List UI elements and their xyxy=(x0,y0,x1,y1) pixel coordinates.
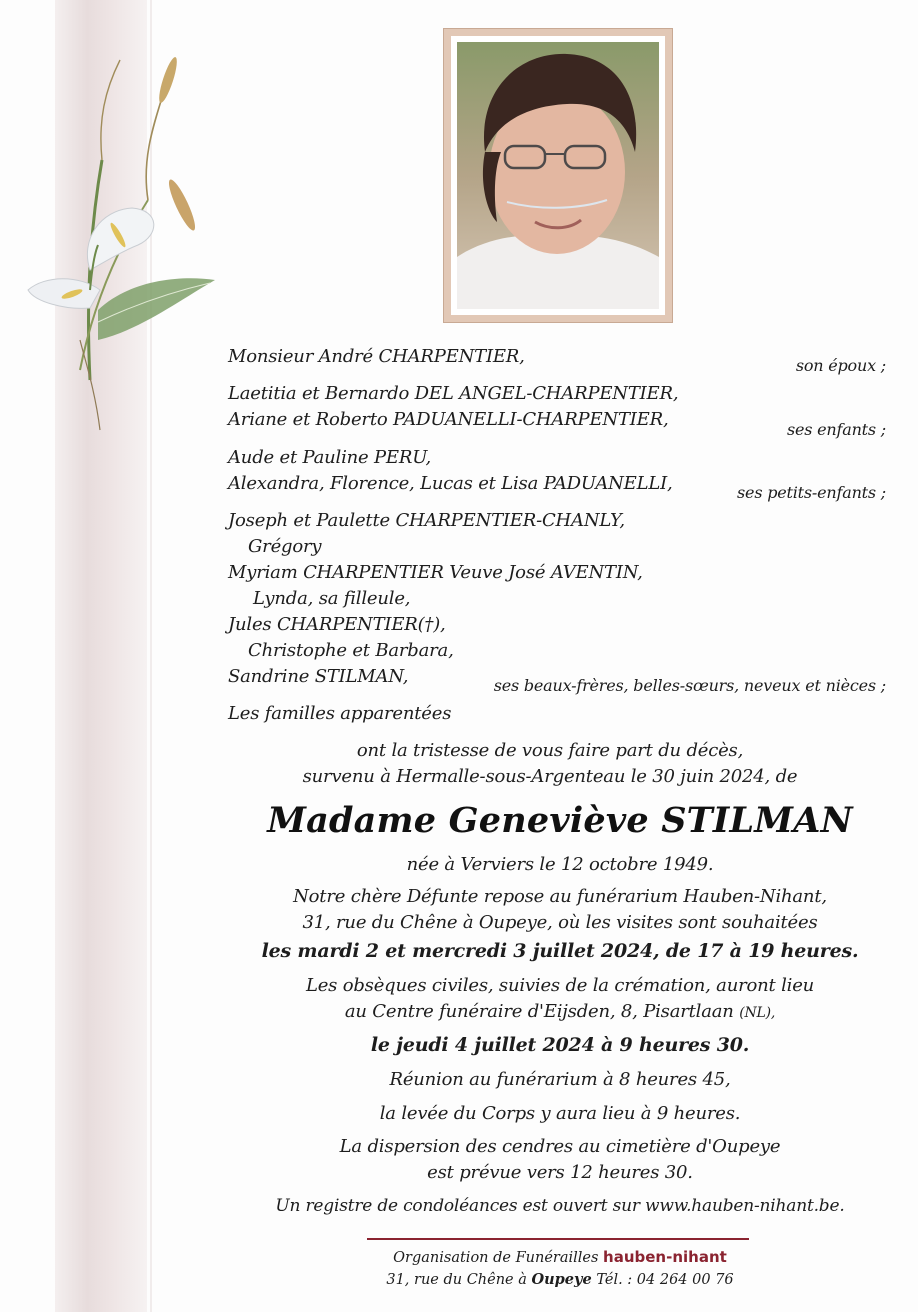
rest-info: 31, rue du Chêne à Oupeye, où les visites sont souhaitées xyxy=(302,912,818,933)
deceased-name: Madame Geneviève STILMAN xyxy=(267,800,853,841)
family-line: Aude et Pauline PERU, xyxy=(228,447,432,468)
footer-organisation xyxy=(290,1248,830,1266)
calla-lily-wheat-icon xyxy=(20,40,220,450)
family-line: Les familles apparentées xyxy=(228,703,452,724)
family-line: Lynda, sa filleule, xyxy=(253,588,411,609)
portrait-frame xyxy=(443,28,673,323)
footer-divider xyxy=(367,1238,749,1240)
address-text: 31, rue du Chêne à xyxy=(386,1272,527,1288)
family-line: Jules CHARPENTIER(†), xyxy=(228,614,446,635)
family-line: Alexandra, Florence, Lucas et Lisa PADUANELLI, xyxy=(228,473,673,494)
ashes-info: est prévue vers 12 heures 30. xyxy=(427,1162,693,1183)
relation-label: ses petits-enfants ; xyxy=(737,483,886,502)
family-line: Grégory xyxy=(248,536,322,557)
family-line: Myriam CHARPENTIER Veuve José AVENTIN, xyxy=(228,562,643,583)
footer-address xyxy=(290,1271,830,1288)
family-line: Christophe et Barbara, xyxy=(248,640,454,661)
brand-logo: hauben-nihant xyxy=(603,1248,727,1266)
levee-info: la levée du Corps y aura lieu à 9 heures. xyxy=(379,1103,741,1124)
phone-text: Tél. : 04 264 00 76 xyxy=(596,1272,734,1288)
meeting-info: Réunion au funérarium à 8 heures 45, xyxy=(389,1069,731,1090)
funeral-info: Les obsèques civiles, suivies de la crémation, auront lieu xyxy=(305,975,815,996)
funeral-location-text: au Centre funéraire d'Eijsden, 8, Pisartlaan xyxy=(344,1001,734,1022)
birth-info: née à Verviers le 12 octobre 1949. xyxy=(406,854,714,875)
rest-info: Notre chère Défunte repose au funérarium Hauben-Nihant, xyxy=(293,886,827,907)
portrait-photo xyxy=(457,42,659,309)
family-line: Ariane et Roberto PADUANELLI-CHARPENTIER, xyxy=(228,409,669,430)
family-line: Joseph et Paulette CHARPENTIER-CHANLY, xyxy=(228,510,625,531)
visit-dates: les mardi 2 et mercredi 3 juillet 2024, de 17 à 19 heures. xyxy=(261,940,859,962)
country-code: (NL), xyxy=(739,1005,776,1021)
announcement-line: survenu à Hermalle-sous-Argenteau le 30 juin 2024, de xyxy=(302,766,798,787)
funeral-date: le jeudi 4 juillet 2024 à 9 heures 30. xyxy=(370,1034,750,1056)
family-line: Laetitia et Bernardo DEL ANGEL-CHARPENTIER, xyxy=(228,383,679,404)
relation-label: ses enfants ; xyxy=(786,420,886,439)
org-label: Organisation de Funérailles xyxy=(393,1250,599,1266)
announcement-line: ont la tristesse de vous faire part du décès, xyxy=(356,740,744,761)
relation-label: ses beaux-frères, belles-sœurs, neveux et nièces ; xyxy=(493,676,886,695)
funeral-location xyxy=(230,1001,890,1022)
city-name: Oupeye xyxy=(531,1271,592,1288)
condolence-register: Un registre de condoléances est ouvert sur www.hauben-nihant.be. xyxy=(275,1196,845,1216)
family-line: Sandrine STILMAN, xyxy=(228,666,409,687)
relation-label: son époux ; xyxy=(795,356,886,375)
family-line: Monsieur André CHARPENTIER, xyxy=(228,346,525,367)
ashes-info: La dispersion des cendres au cimetière d'Oupeye xyxy=(339,1136,781,1157)
